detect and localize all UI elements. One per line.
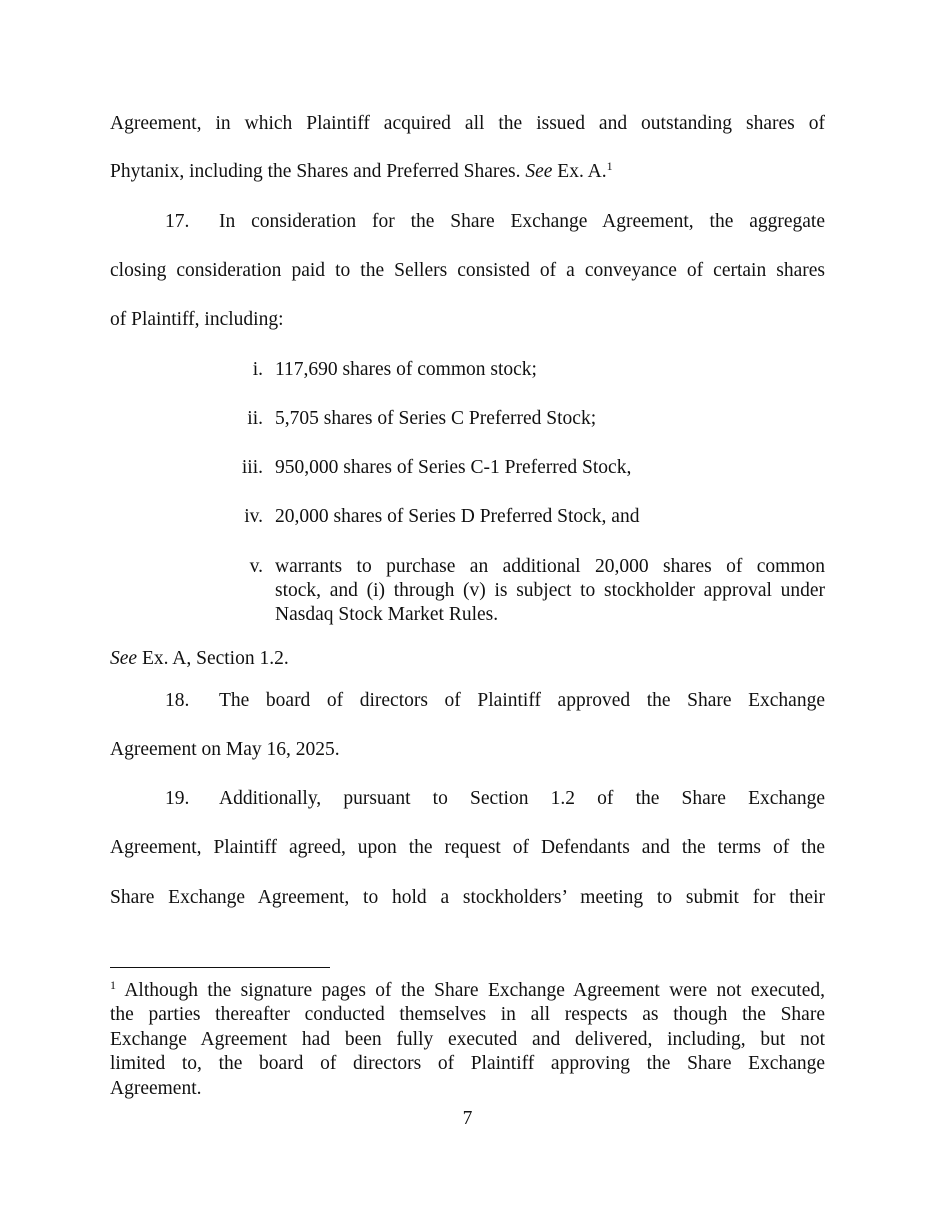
footnote-marker: 1 <box>110 978 116 992</box>
list-marker: ii. <box>247 408 263 429</box>
footnote-line: the parties thereafter conducted themselves in all respects as though the Share <box>110 1004 825 1025</box>
footnote-line: $^1$ Although the signature pages of the Share Exchange Agreement were not executed, <box>110 978 825 1001</box>
paragraph-19: 19. Additionally, pursuant to Section 1.2 of the Share Exchange <box>165 788 825 809</box>
paragraph-18: 18. The board of directors of Plaintiff approved the Share Exchange <box>165 690 825 711</box>
paragraph-number: 17. <box>165 211 190 232</box>
footnote-line: Agreement. <box>110 1078 202 1099</box>
list-marker: iv. <box>244 506 263 527</box>
body-text-line: Agreement, Plaintiff agreed, upon the request of Defendants and the terms of the <box>110 837 825 858</box>
list-marker: v. <box>249 556 263 577</box>
list-marker: i. <box>252 359 263 380</box>
citation-line: See Ex. A, Section 1.2. <box>110 648 289 669</box>
footnote-separator <box>110 967 330 968</box>
see-signal: See <box>525 161 553 182</box>
body-text-line: of Plaintiff, including: <box>110 309 284 330</box>
body-text-line: closing consideration paid to the Sellers consisted of a conveyance of certain shares <box>110 260 825 281</box>
paragraph-17: 17. In consideration for the Share Exchange Agreement, the aggregate <box>165 211 825 232</box>
body-text-line: Agreement on May 16, 2025. <box>110 739 340 760</box>
page-number: 7 <box>462 1108 473 1129</box>
list-marker: iii. <box>241 457 263 478</box>
footnote-reference[interactable]: 1 <box>606 159 613 173</box>
body-text-line: Phytanix, including the Shares and Preferred Shares. See Ex. A.$^1$ <box>110 159 613 182</box>
paragraph-number: 18. <box>165 690 190 711</box>
see-signal: See <box>110 648 138 669</box>
body-text-line: Agreement, in which Plaintiff acquired all the issued and outstanding shares of <box>110 113 825 134</box>
body-text-line: Share Exchange Agreement, to hold a stockholders’ meeting to submit for their <box>110 887 825 908</box>
footnote-line: Exchange Agreement had been fully executed and delivered, including, but not <box>110 1029 825 1050</box>
paragraph-number: 19. <box>165 788 190 809</box>
footnote-line: limited to, the board of directors of Plaintiff approving the Share Exchange <box>110 1053 825 1074</box>
